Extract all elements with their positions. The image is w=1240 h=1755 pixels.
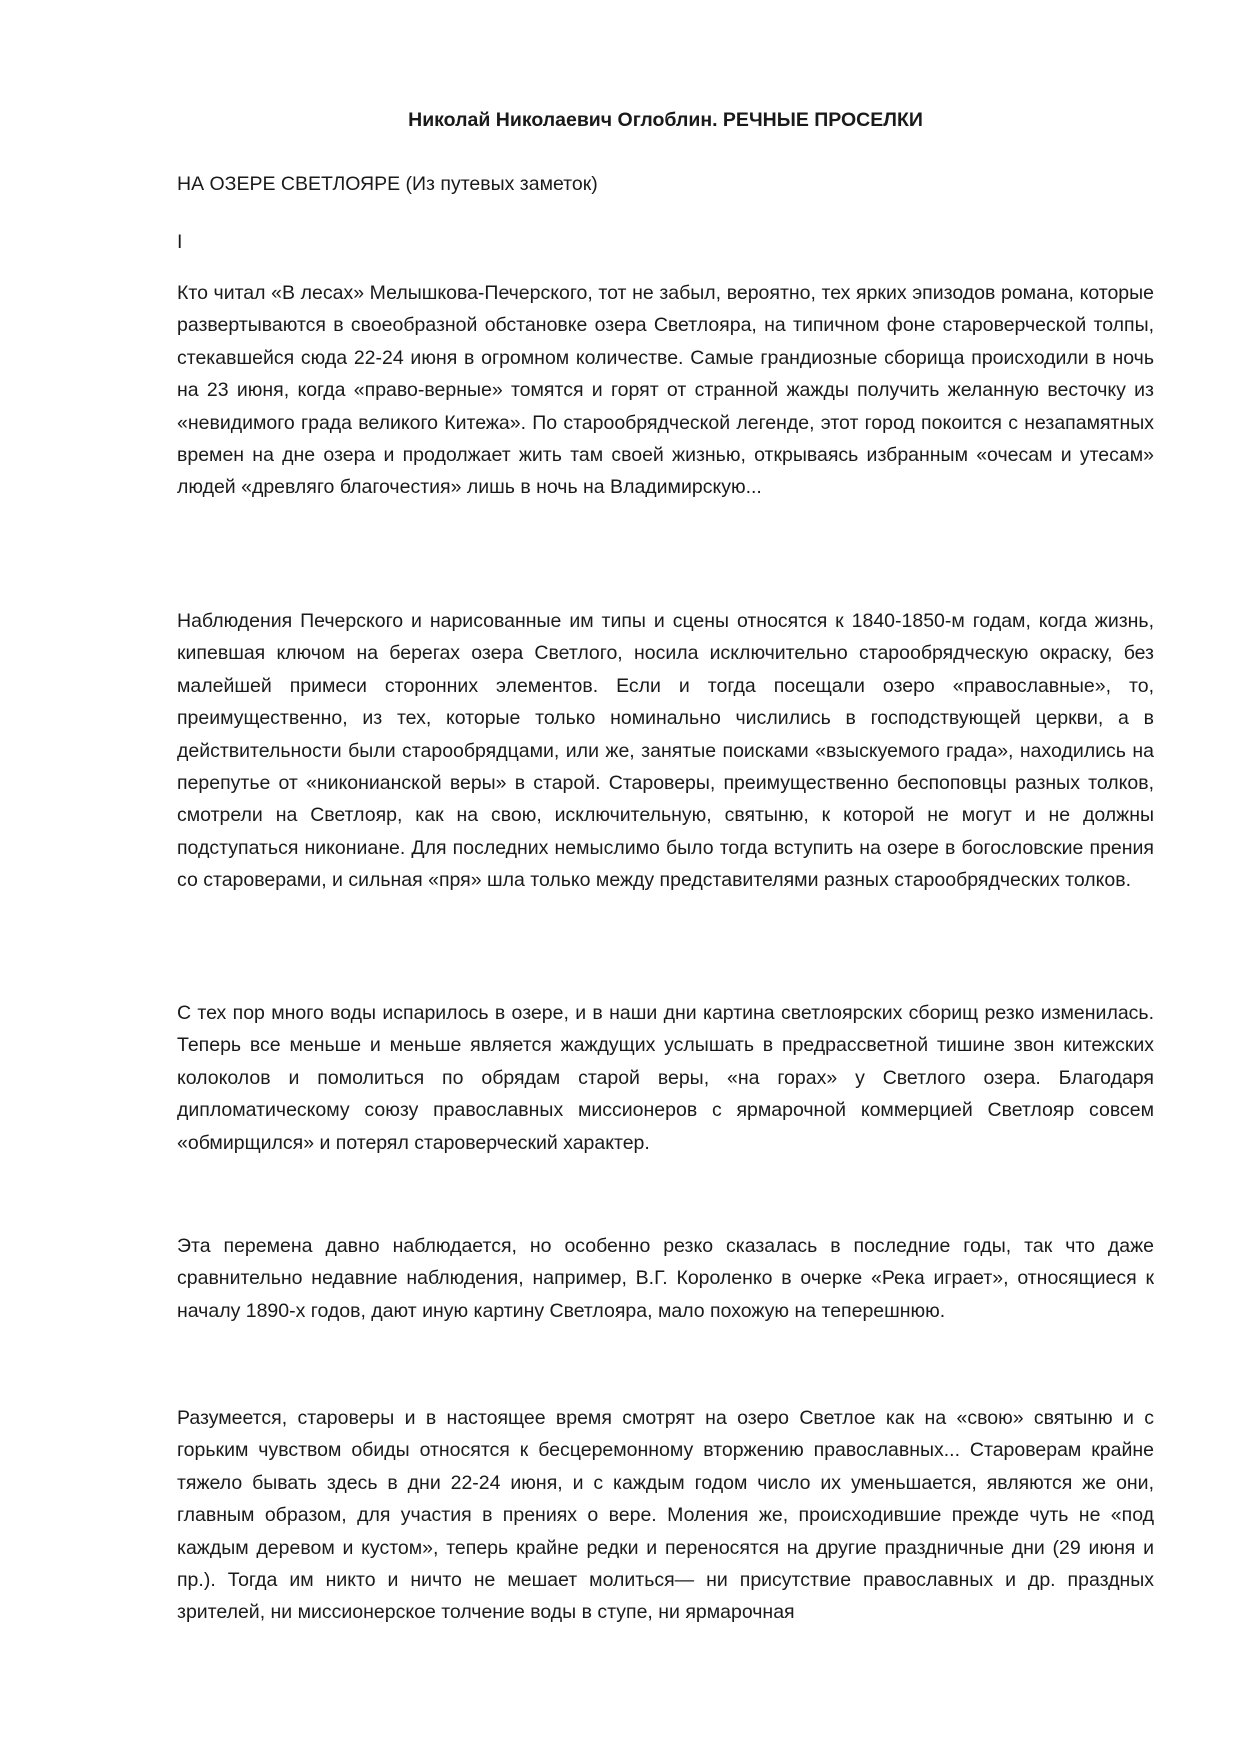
- document-title: Николай Николаевич Оглоблин. РЕЧНЫЕ ПРОСЕЛКИ: [408, 109, 923, 131]
- paragraph-2: Наблюдения Печерского и нарисованные им типы и сцены относятся к 1840-1850-м годам, когда жизнь, кипевшая ключом на берегах озера Светлого, носила исключительно старообрядческую окраску, без малейшей примеси сторонних элементов. Если и тогда посещали озеро «православные», то, преимущественно, из тех, которые только номинально числились в господствующей церкви, а в действительности были старообрядцами, или же, занятые поисками «взыскуемого града», находились на перепутье от «никонианской веры» в старой. Староверы, преимущественно беспоповцы разных толков, смотрели на Светлояр, как на свою, исключительную, святыню, к которой не могут и не должны подступаться никониане. Для последних немыслимо было тогда вступить на озере в богословские прения со староверами, и сильная «пря» шла только между представителями разных старообрядческих толков.: [177, 610, 1154, 892]
- paragraph-4: Эта перемена давно наблюдается, но особенно резко сказалась в последние годы, так что даже сравнительно недавние наблюдения, например, В.Г. Короленко в очерке «Река играет», относящиеся к началу 1890-х годов, дают иную картину Светлояра, мало похожую на теперешнюю.: [177, 1235, 1154, 1322]
- paragraph-5: Разумеется, староверы и в настоящее время смотрят на озеро Светлое как на «свою» святыню и с горьким чувством обиды относятся к бесцеремонному вторжению православных... Староверам крайне тяжело бывать здесь в дни 22-24 июня, и с каждым годом число их уменьшается, являются же они, главным образом, для участия в прениях о вере. Моления же, происходившие прежде чуть не «под каждым деревом и кустом», теперь крайне редки и переносятся на другие праздничные дни (29 июня и пр.). Тогда им никто и ничто не мешает молиться— ни присутствие православных и др. праздных зрителей, ни миссионерское толчение воды в ступе, ни ярмарочная: [177, 1407, 1154, 1624]
- paragraph-3: С тех пор много воды испарилось в озере, и в наши дни картина светлоярских сборищ резко изменилась. Теперь все меньше и меньше является жаждущих услышать в предрассветной тишине звон китежских колоколов и помолиться по обрядам старой веры, «на горах» у Светлого озера. Благодаря дипломатическому союзу православных миссионеров с ярмарочной коммерцией Светлояр совсем «обмирщился» и потерял староверческий характер.: [177, 1002, 1154, 1154]
- chapter-number: I: [177, 231, 183, 253]
- document-page: [177, 104, 1154, 1624]
- paragraph-1: Кто читал «В лесах» Мелышкова-Печерского, тот не забыл, вероятно, тех ярких эпизодов романа, которые развертываются в своеобразной обстановке озера Светлояра, на типичном фоне староверческой толпы, стекавшейся сюда 22-24 июня в огромном количестве. Самые грандиозные сборища происходили в ночь на 23 июня, когда «право-верные» томятся и горят от странной жажды получить желанную весточку из «невидимого града великого Китежа». По старообрядческой легенде, этот город покоится с незапамятных времен на дне озера и продолжает жить там своей жизнью, открываясь избранным «очесам и утесам» людей «древляго благочестия» лишь в ночь на Владимирскую...: [177, 282, 1154, 499]
- document-subtitle: НА ОЗЕРЕ СВЕТЛОЯРЕ (Из путевых заметок): [177, 173, 598, 195]
